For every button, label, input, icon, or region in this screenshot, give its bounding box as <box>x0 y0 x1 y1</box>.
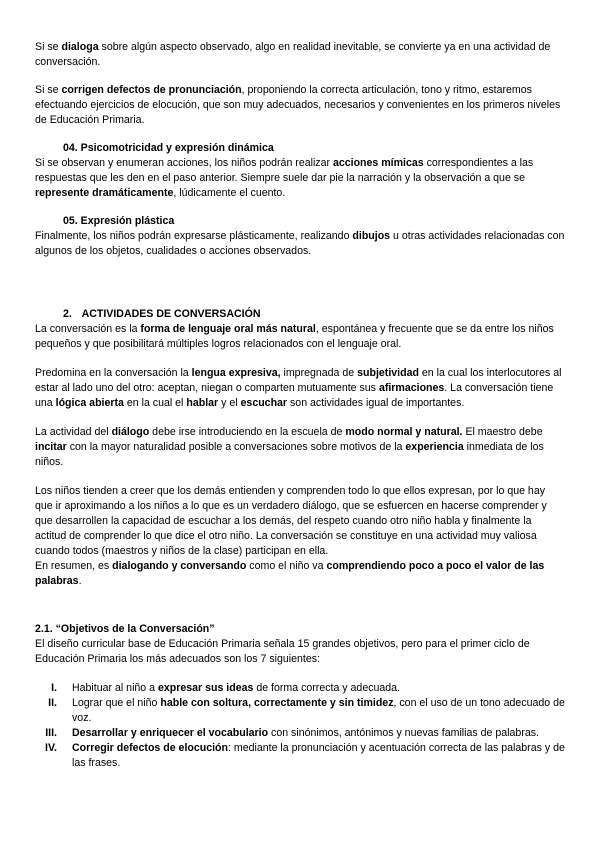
paragraph-en-resumen: En resumen, es dialogando y conversando como el niño va comprendiendo poco a poco el valor de las palabras. <box>35 560 545 587</box>
heading-objetivos-conversacion: 2.1. “Objetivos de la Conversación” <box>35 623 215 635</box>
paragraph-conversacion-intro: La conversación es la forma de lenguaje oral más natural, espontánea y frecuente que se da entre los niños pequeños y que posibilitará múltiples logros relacionados con el lenguaje oral. <box>35 323 554 350</box>
objectives-list <box>35 681 565 771</box>
paragraph-corrigen: Si se corrigen defectos de pronunciación, proponiendo la correcta articulación, tono y ritmo, estaremos efectuando ejercicios de elocución, que son muy adecuados, necesarios y convenientes en los primeros niveles de Educación Primaria. <box>35 84 561 126</box>
paragraph-objetivos-intro: El diseño curricular base de Educación Primaria señala 15 grandes objetivos, pero para el primer ciclo de Educación Primaria los más adecuados son los 7 siguientes: <box>35 638 530 665</box>
list-item: III. Desarrollar y enriquecer el vocabulario con sinónimos, antónimos y nuevas familias de palabras. <box>45 727 539 739</box>
document-page <box>35 40 565 771</box>
heading-psicomotricidad: 04. Psicomotricidad y expresión dinámica <box>63 142 274 154</box>
list-item: II. Lograr que el niño hable con soltura, correctamente y sin timidez, con el uso de un tono adecuado de voz. <box>48 697 565 724</box>
paragraph-expresion-plastica: Finalmente, los niños podrán expresarse plásticamente, realizando dibujos u otras actividades relacionadas con algunos de los objetos, cualidades o acciones observados. <box>35 230 565 257</box>
paragraph-dialogo: La actividad del diálogo debe irse introduciendo en la escuela de modo normal y natural. El maestro debe incitar con la mayor naturalidad posible a conversaciones sobre motivos de la experiencia inmediata de los niños. <box>35 426 544 468</box>
heading-expresion-plastica: 05. Expresión plástica <box>63 215 175 227</box>
paragraph-dialoga: Si se dialoga sobre algún aspecto observado, algo en realidad inevitable, se convierte ya en una actividad de conversación. <box>35 41 551 68</box>
list-item: IV. Corregir defectos de elocución: mediante la pronunciación y acentuación correcta de las palabras y de las frases. <box>45 742 565 769</box>
list-item: I. Habituar al niño a expresar sus ideas de forma correcta y adecuada. <box>51 682 401 694</box>
heading-actividades-conversacion: 2. ACTIVIDADES DE CONVERSACIÓN <box>63 308 261 320</box>
paragraph-lengua-expresiva: Predomina en la conversación la lengua expresiva, impregnada de subjetividad en la cual los interlocutores al estar al lado uno del otro: aceptan, niegan o comparten mutuamente sus afirmaciones. La conversación tiene una lógica abierta en la cual el hablar y el escuchar son actividades igual de importantes. <box>35 367 562 409</box>
paragraph-ninos-tienden: Los niños tienden a creer que los demás entienden y comprenden todo lo que ellos expresan, por lo que hay que ir aproximando a los niños a lo que es un verdadero diálogo, que se esfuercen en hacerse comprender y que desarrollen la capacidad de escuchar a los demás, del respeto cuando otro niño habla y finalmente la actitud de comprender lo que dice el otro niño. La conversación se constituye en una actividad muy valiosa cuando todos (maestros y niños de la clase) participan en ella. <box>35 485 547 557</box>
paragraph-psicomotricidad: Si se observan y enumeran acciones, los niños podrán realizar acciones mímicas correspondientes a las respuestas que les den en el paso anterior. Siempre suele dar pie la narración y la observación a que se represente dramáticamente, lúdicamente el cuento. <box>35 157 534 199</box>
